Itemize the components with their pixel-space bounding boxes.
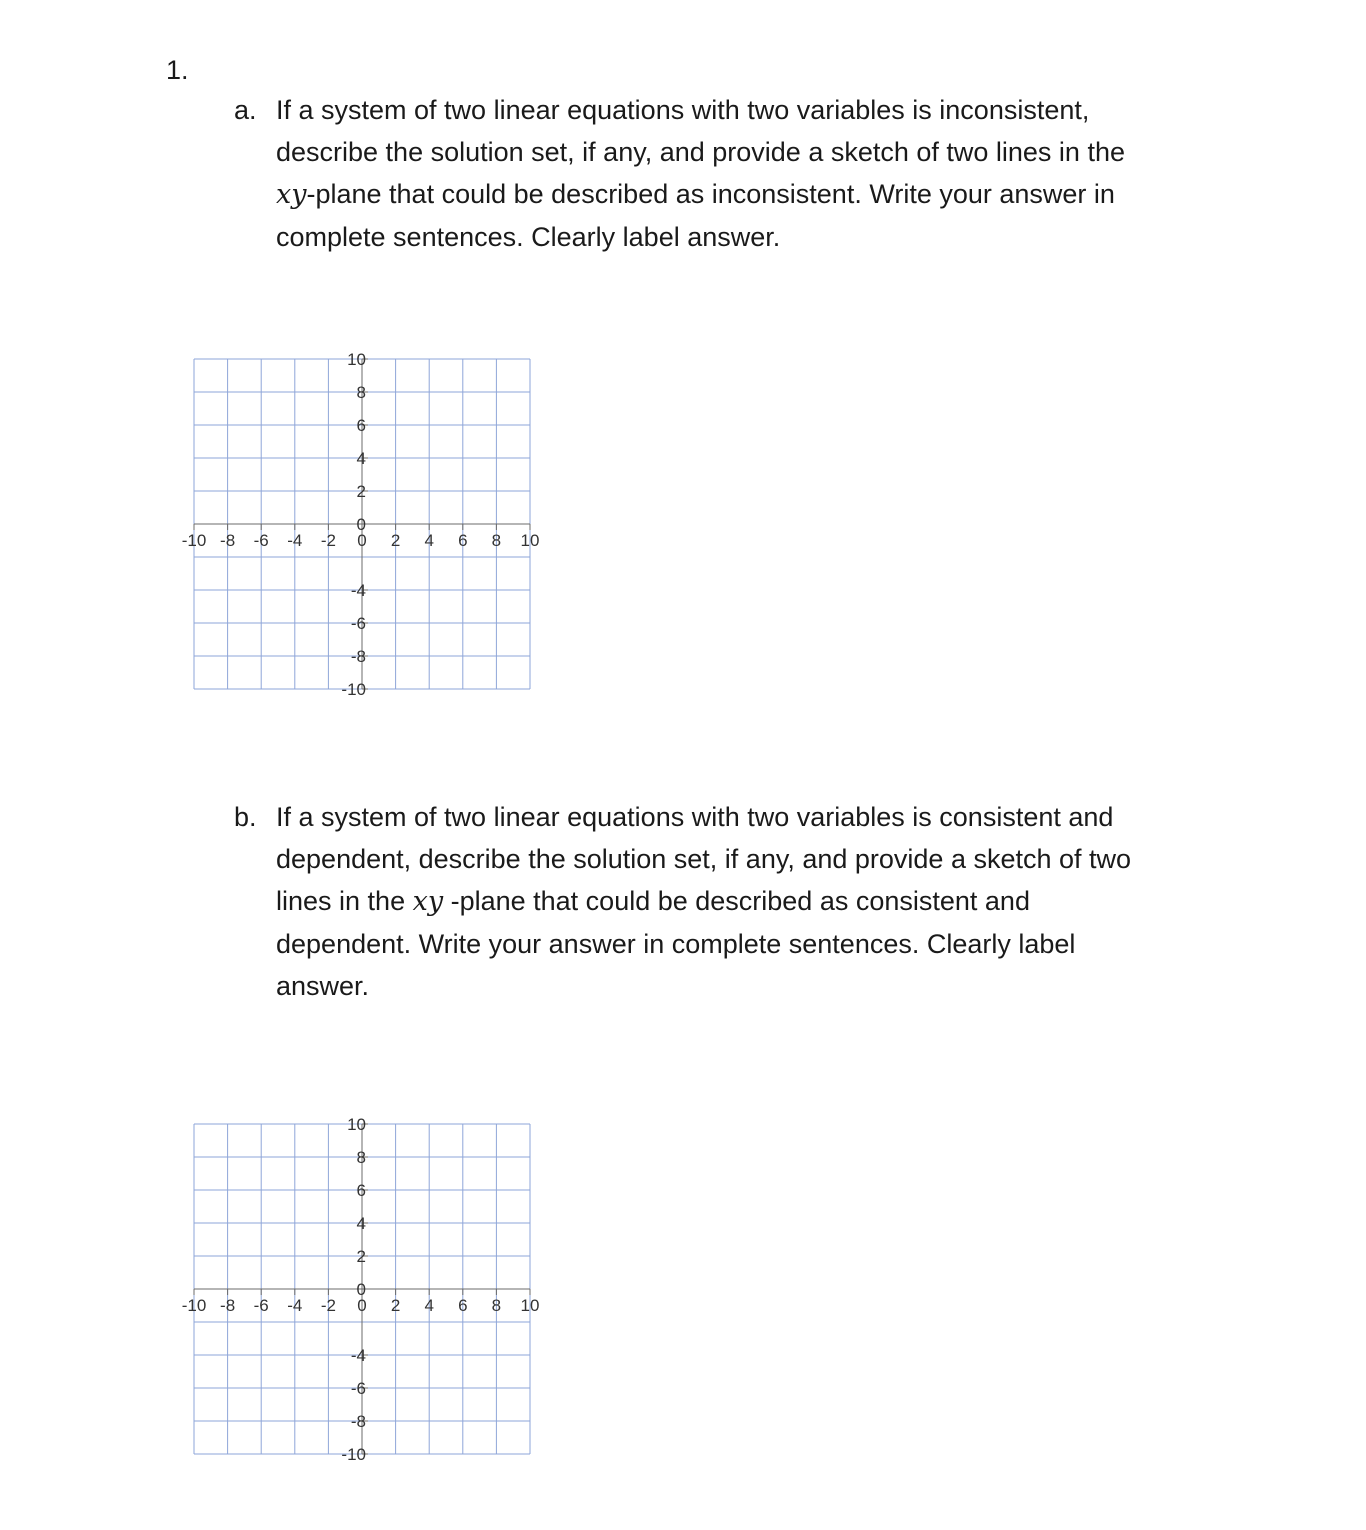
x-tick-label: 2 <box>390 531 401 550</box>
x-tick-label: 0 <box>357 531 367 550</box>
part-b-prompt <box>276 796 1224 1007</box>
y-tick-label: -10 <box>341 680 366 699</box>
prompt-line: If a system of two linear equations with two variables is consistent and <box>276 802 1114 832</box>
x-tick-label: 8 <box>491 531 502 550</box>
prompt-line: If a system of two linear equations with two variables is inconsistent, <box>276 95 1090 125</box>
y-tick-label: -4 <box>350 1346 366 1365</box>
prompt-line: describe the solution set, if any, and provide a sketch of two lines in the <box>276 137 1125 167</box>
x-tick-label: -10 <box>181 531 207 550</box>
x-tick-label: 4 <box>424 1296 434 1315</box>
x-tick-label: -4 <box>287 1296 303 1315</box>
coordinate-grid-b[interactable] <box>170 1110 550 1470</box>
x-tick-label: 10 <box>520 531 540 550</box>
x-tick-label: 8 <box>491 1296 502 1315</box>
prompt-line: xy-plane that could be described as inconsistent. Write your answer in <box>276 179 1115 210</box>
x-tick-label: -10 <box>181 1296 207 1315</box>
y-tick-label: 10 <box>347 1115 366 1134</box>
x-tick-label: 2 <box>390 1296 401 1315</box>
x-tick-label: 6 <box>458 1296 468 1315</box>
x-tick-label: -6 <box>253 531 269 550</box>
coordinate-grid-a[interactable] <box>170 345 550 705</box>
math-xy: xy <box>412 886 444 917</box>
part-a-letter: a. <box>234 95 257 125</box>
part-a <box>234 89 1224 258</box>
prompt-line: complete sentences. Clearly label answer. <box>276 222 781 252</box>
x-tick-label: 6 <box>458 531 468 550</box>
y-tick-label: 6 <box>356 1181 366 1200</box>
y-tick-label: -4 <box>350 581 366 600</box>
math-xy: xy <box>276 179 307 210</box>
y-tick-label: 4 <box>356 449 366 468</box>
part-b-letter: b. <box>234 802 257 832</box>
prompt-line: answer. <box>276 971 370 1001</box>
prompt-line: lines in the xy -plane that could be described as consistent and <box>276 886 1030 917</box>
y-tick-label: -8 <box>350 647 366 666</box>
question-number: 1. <box>166 55 189 85</box>
prompt-line: dependent, describe the solution set, if any, and provide a sketch of two <box>276 844 1132 874</box>
x-tick-label: -6 <box>253 1296 269 1315</box>
y-tick-label: 8 <box>356 383 366 402</box>
y-tick-label: -6 <box>350 1379 366 1398</box>
y-tick-label: 2 <box>356 482 366 501</box>
y-tick-label: 8 <box>356 1148 366 1167</box>
x-tick-label: -8 <box>220 1296 236 1315</box>
prompt-line: dependent. Write your answer in complete sentences. Clearly label <box>276 929 1076 959</box>
y-tick-label: -6 <box>350 614 366 633</box>
y-tick-label: -10 <box>341 1445 366 1464</box>
x-tick-label: 4 <box>424 531 434 550</box>
y-tick-label: -8 <box>350 1412 366 1431</box>
y-tick-label: 4 <box>356 1214 366 1233</box>
y-tick-label: 2 <box>356 1247 366 1266</box>
part-b <box>234 796 1224 1007</box>
y-tick-label: 10 <box>347 350 366 369</box>
y-tick-label: 0 <box>356 515 366 534</box>
y-tick-label: 0 <box>356 1280 366 1299</box>
x-tick-label: 10 <box>520 1296 540 1315</box>
part-a-prompt <box>276 89 1224 258</box>
x-tick-label: -2 <box>320 531 336 550</box>
x-tick-label: -8 <box>220 531 236 550</box>
y-tick-label: 6 <box>356 416 366 435</box>
x-tick-label: -4 <box>287 531 303 550</box>
x-tick-label: 0 <box>357 1296 367 1315</box>
x-tick-label: -2 <box>320 1296 336 1315</box>
